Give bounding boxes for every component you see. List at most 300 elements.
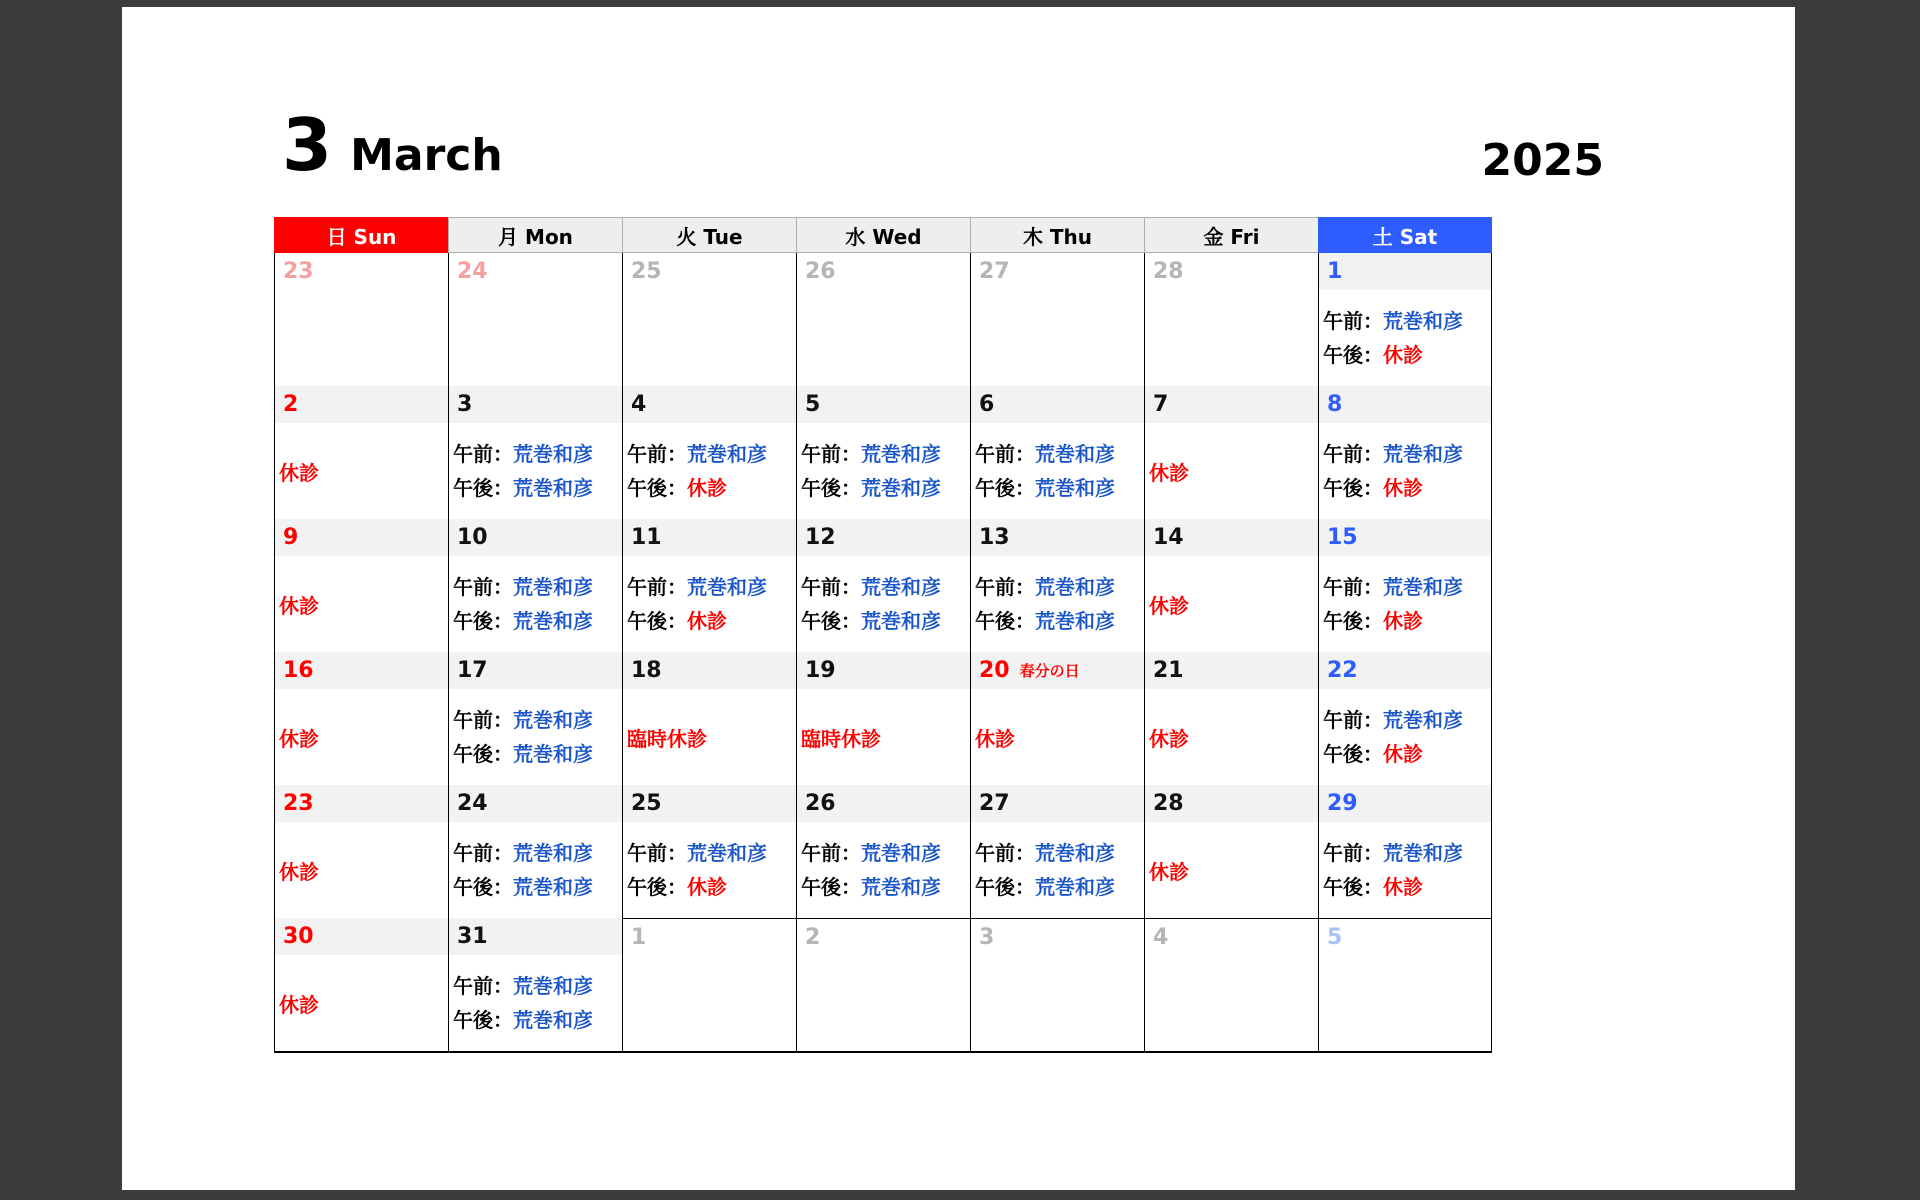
day-schedule	[449, 822, 622, 918]
calendar-day-cell	[448, 652, 622, 785]
day-schedule	[275, 822, 448, 918]
day-number-band	[623, 519, 796, 556]
calendar-day-cell	[622, 785, 796, 918]
closed-label: 休診	[1149, 859, 1189, 884]
pm-session	[453, 870, 622, 904]
calendar-day-cell	[274, 253, 448, 386]
calendar-day-cell	[970, 652, 1144, 785]
session-label: 午前：	[453, 442, 513, 466]
holiday-label: 春分の日	[1019, 662, 1080, 680]
session-label: 午前：	[453, 575, 513, 599]
calendar-week-row	[274, 918, 1492, 1051]
day-number: 11	[631, 525, 662, 550]
doctor-name: 荒巻和彦	[861, 609, 941, 633]
day-number-band	[623, 785, 796, 822]
day-schedule	[1145, 689, 1318, 785]
day-number-band	[1319, 919, 1491, 956]
day-schedule	[449, 955, 622, 1051]
session-label: 午後：	[627, 875, 687, 899]
doctor-name: 荒巻和彦	[1035, 875, 1115, 899]
session-label: 午後：	[975, 875, 1035, 899]
session-label: 午前：	[975, 575, 1035, 599]
calendar-week-row	[274, 253, 1492, 386]
calendar-page	[122, 7, 1795, 1190]
day-schedule	[275, 290, 448, 386]
day-number-band	[1319, 519, 1491, 556]
day-number-band	[1319, 386, 1491, 423]
pm-session	[1323, 338, 1491, 372]
am-session	[627, 836, 796, 870]
year-title: 2025	[1481, 135, 1604, 186]
day-schedule	[449, 290, 622, 386]
session-label: 午後：	[801, 609, 861, 633]
weekday-header-tue: 火 Tue	[622, 217, 796, 253]
weekday-header-fri: 金 Fri	[1144, 217, 1318, 253]
day-number: 3	[979, 925, 995, 950]
calendar-day-cell	[970, 386, 1144, 519]
day-number: 12	[805, 525, 836, 550]
day-number-band	[797, 519, 970, 556]
day-number-band	[1145, 253, 1318, 290]
closed-label: 休診	[975, 726, 1015, 751]
doctor-name: 荒巻和彦	[513, 708, 593, 732]
day-number: 24	[457, 259, 488, 284]
day-number-band	[797, 785, 970, 822]
doctor-name: 荒巻和彦	[1383, 309, 1463, 333]
session-label: 午前：	[1323, 841, 1383, 865]
closed-label: 休診	[1383, 476, 1423, 500]
temporary-closed-label: 臨時休診	[627, 726, 707, 751]
day-schedule	[797, 290, 970, 386]
am-session	[975, 437, 1144, 471]
day-number-band	[623, 919, 796, 956]
session-label: 午前：	[627, 841, 687, 865]
session-label: 午後：	[801, 875, 861, 899]
day-number-band	[449, 386, 622, 423]
day-schedule	[797, 423, 970, 519]
day-schedule	[1319, 556, 1491, 652]
month-name: March	[350, 130, 503, 181]
am-session	[453, 703, 622, 737]
am-session	[453, 836, 622, 870]
doctor-name: 荒巻和彦	[861, 476, 941, 500]
session-label: 午後：	[975, 476, 1035, 500]
weekday-header-sun: 日 Sun	[274, 217, 448, 253]
session-label: 午後：	[1323, 609, 1383, 633]
calendar-day-cell	[970, 519, 1144, 652]
calendar-day-cell	[448, 785, 622, 918]
day-number-band	[971, 519, 1144, 556]
day-schedule	[971, 822, 1144, 918]
closed-label: 休診	[1149, 726, 1189, 751]
pm-session	[975, 870, 1144, 904]
day-number: 29	[1327, 791, 1358, 816]
day-schedule	[275, 689, 448, 785]
am-session	[627, 437, 796, 471]
closed-label: 休診	[687, 609, 727, 633]
doctor-name: 荒巻和彦	[861, 442, 941, 466]
pm-session	[627, 604, 796, 638]
session-label: 午後：	[1323, 875, 1383, 899]
calendar-day-cell	[970, 918, 1144, 1051]
day-number-band	[1145, 519, 1318, 556]
session-label: 午後：	[453, 476, 513, 500]
day-number-band	[1145, 785, 1318, 822]
closed-label: 休診	[1149, 460, 1189, 485]
session-label: 午後：	[627, 609, 687, 633]
session-label: 午後：	[453, 875, 513, 899]
day-number-band	[1145, 919, 1318, 956]
calendar-week-row	[274, 652, 1492, 785]
calendar-day-cell	[1144, 785, 1318, 918]
day-schedule	[449, 689, 622, 785]
day-number-band	[275, 253, 448, 290]
calendar-day-cell	[274, 918, 448, 1051]
calendar-day-cell	[796, 785, 970, 918]
day-number: 23	[283, 791, 314, 816]
day-number-band	[797, 253, 970, 290]
am-session	[801, 570, 970, 604]
day-number: 3	[457, 392, 473, 417]
day-schedule	[623, 423, 796, 519]
calendar-week-row	[274, 386, 1492, 519]
day-number: 31	[457, 924, 488, 949]
calendar-day-cell	[1144, 519, 1318, 652]
session-label: 午後：	[975, 609, 1035, 633]
am-session	[453, 969, 622, 1003]
session-label: 午後：	[453, 1008, 513, 1032]
doctor-name: 荒巻和彦	[1035, 476, 1115, 500]
session-label: 午前：	[801, 442, 861, 466]
day-schedule	[1319, 689, 1491, 785]
day-schedule	[1319, 423, 1491, 519]
session-label: 午後：	[453, 609, 513, 633]
am-session	[801, 437, 970, 471]
pm-session	[801, 604, 970, 638]
day-schedule	[449, 423, 622, 519]
calendar-weeks	[274, 253, 1492, 1053]
calendar-day-cell	[1144, 918, 1318, 1051]
pm-session	[627, 471, 796, 505]
day-number: 28	[1153, 259, 1184, 284]
calendar-day-cell	[796, 519, 970, 652]
session-label: 午前：	[453, 974, 513, 998]
day-schedule	[623, 689, 796, 785]
calendar-day-cell	[1318, 519, 1492, 652]
session-label: 午前：	[627, 575, 687, 599]
session-label: 午後：	[1323, 343, 1383, 367]
weekday-header-mon: 月 Mon	[448, 217, 622, 253]
session-label: 午前：	[453, 708, 513, 732]
day-number: 7	[1153, 392, 1169, 417]
day-number-band	[971, 919, 1144, 956]
calendar-day-cell	[274, 652, 448, 785]
day-number: 22	[1327, 658, 1358, 683]
day-number-band	[623, 386, 796, 423]
session-label: 午後：	[801, 476, 861, 500]
day-number: 10	[457, 525, 488, 550]
closed-label: 休診	[279, 593, 319, 618]
day-schedule	[971, 423, 1144, 519]
doctor-name: 荒巻和彦	[513, 974, 593, 998]
am-session	[975, 570, 1144, 604]
day-schedule	[797, 956, 970, 1051]
day-number-band	[971, 386, 1144, 423]
am-session	[801, 836, 970, 870]
doctor-name: 荒巻和彦	[687, 442, 767, 466]
day-schedule	[971, 556, 1144, 652]
day-number: 27	[979, 791, 1010, 816]
session-label: 午前：	[1323, 309, 1383, 333]
doctor-name: 荒巻和彦	[861, 575, 941, 599]
day-schedule	[275, 556, 448, 652]
day-number-band	[449, 253, 622, 290]
day-number-band	[275, 652, 448, 689]
session-label: 午前：	[801, 575, 861, 599]
day-schedule	[797, 689, 970, 785]
day-number-band	[1145, 652, 1318, 689]
day-number-band	[449, 519, 622, 556]
day-number: 28	[1153, 791, 1184, 816]
day-number: 14	[1153, 525, 1184, 550]
calendar-day-cell	[796, 652, 970, 785]
weekday-header-row	[274, 217, 1492, 253]
day-number: 16	[283, 658, 314, 683]
doctor-name: 荒巻和彦	[1383, 708, 1463, 732]
calendar-day-cell	[448, 386, 622, 519]
day-number-band	[1145, 386, 1318, 423]
calendar-day-cell	[274, 785, 448, 918]
day-number-band	[971, 253, 1144, 290]
day-schedule	[623, 822, 796, 918]
day-schedule	[623, 556, 796, 652]
day-number: 25	[631, 259, 662, 284]
doctor-name: 荒巻和彦	[513, 442, 593, 466]
day-number: 9	[283, 525, 299, 550]
day-number: 1	[631, 925, 647, 950]
calendar-day-cell	[796, 253, 970, 386]
calendar-day-cell	[1144, 253, 1318, 386]
calendar-day-cell	[1318, 652, 1492, 785]
session-label: 午前：	[1323, 442, 1383, 466]
day-schedule	[275, 955, 448, 1051]
day-number: 20	[979, 658, 1010, 683]
calendar-day-cell	[1144, 386, 1318, 519]
pm-session	[453, 604, 622, 638]
calendar-day-cell	[274, 519, 448, 652]
day-number-band	[449, 918, 622, 955]
day-number: 5	[805, 392, 821, 417]
day-number: 4	[631, 392, 647, 417]
pm-session	[1323, 604, 1491, 638]
calendar-day-cell	[622, 386, 796, 519]
doctor-name: 荒巻和彦	[687, 841, 767, 865]
calendar-day-cell	[1144, 652, 1318, 785]
doctor-name: 荒巻和彦	[1383, 575, 1463, 599]
session-label: 午前：	[801, 841, 861, 865]
calendar-week-row	[274, 785, 1492, 918]
doctor-name: 荒巻和彦	[513, 742, 593, 766]
day-number: 13	[979, 525, 1010, 550]
day-number-band	[275, 918, 448, 955]
doctor-name: 荒巻和彦	[1383, 841, 1463, 865]
calendar-day-cell	[448, 918, 622, 1051]
calendar-day-cell	[796, 918, 970, 1051]
closed-label: 休診	[279, 726, 319, 751]
pm-session	[975, 604, 1144, 638]
day-schedule	[623, 290, 796, 386]
day-schedule	[971, 689, 1144, 785]
session-label: 午前：	[1323, 708, 1383, 732]
day-schedule	[623, 956, 796, 1051]
pm-session	[1323, 870, 1491, 904]
calendar-week-row	[274, 519, 1492, 652]
doctor-name: 荒巻和彦	[1035, 442, 1115, 466]
day-schedule	[1145, 423, 1318, 519]
closed-label: 休診	[279, 460, 319, 485]
calendar-day-cell	[1318, 918, 1492, 1051]
calendar-day-cell	[448, 519, 622, 652]
pm-session	[801, 870, 970, 904]
closed-label: 休診	[1383, 609, 1423, 633]
closed-label: 休診	[1383, 875, 1423, 899]
calendar-day-cell	[622, 918, 796, 1051]
month-number: 3	[282, 103, 333, 187]
closed-label: 休診	[1383, 343, 1423, 367]
day-number-band	[623, 652, 796, 689]
day-number: 25	[631, 791, 662, 816]
session-label: 午前：	[627, 442, 687, 466]
day-number: 18	[631, 658, 662, 683]
doctor-name: 荒巻和彦	[513, 875, 593, 899]
session-label: 午後：	[453, 742, 513, 766]
calendar-day-cell	[970, 253, 1144, 386]
session-label: 午後：	[1323, 742, 1383, 766]
calendar-day-cell	[1318, 386, 1492, 519]
day-number-band	[449, 652, 622, 689]
am-session	[453, 437, 622, 471]
day-number: 21	[1153, 658, 1184, 683]
session-label: 午前：	[453, 841, 513, 865]
pm-session	[627, 870, 796, 904]
doctor-name: 荒巻和彦	[513, 609, 593, 633]
doctor-name: 荒巻和彦	[861, 875, 941, 899]
pm-session	[453, 1003, 622, 1037]
am-session	[975, 836, 1144, 870]
doctor-name: 荒巻和彦	[1035, 575, 1115, 599]
doctor-name: 荒巻和彦	[861, 841, 941, 865]
month-title	[282, 103, 503, 187]
calendar-day-cell	[622, 253, 796, 386]
day-schedule	[1319, 956, 1491, 1051]
doctor-name: 荒巻和彦	[1383, 442, 1463, 466]
pm-session	[801, 471, 970, 505]
calendar-day-cell	[1318, 785, 1492, 918]
day-number: 15	[1327, 525, 1358, 550]
day-number-band	[1319, 785, 1491, 822]
closed-label: 休診	[687, 875, 727, 899]
calendar-grid	[274, 217, 1492, 1053]
day-number-band	[971, 785, 1144, 822]
day-number-band	[275, 785, 448, 822]
day-number: 2	[283, 392, 299, 417]
doctor-name: 荒巻和彦	[513, 1008, 593, 1032]
session-label: 午後：	[627, 476, 687, 500]
doctor-name: 荒巻和彦	[687, 575, 767, 599]
day-schedule	[449, 556, 622, 652]
day-number-band	[275, 386, 448, 423]
weekday-header-sat: 土 Sat	[1318, 217, 1492, 253]
calendar-day-cell	[274, 386, 448, 519]
calendar-day-cell	[970, 785, 1144, 918]
day-number: 26	[805, 259, 836, 284]
session-label: 午前：	[1323, 575, 1383, 599]
day-schedule	[275, 423, 448, 519]
am-session	[1323, 570, 1491, 604]
day-schedule	[1145, 822, 1318, 918]
day-number-band	[275, 519, 448, 556]
closed-label: 休診	[1383, 742, 1423, 766]
closed-label: 休診	[1149, 593, 1189, 618]
day-number: 26	[805, 791, 836, 816]
day-number-band	[971, 652, 1144, 689]
day-number-band	[1319, 253, 1491, 290]
day-schedule	[797, 556, 970, 652]
day-number: 4	[1153, 925, 1169, 950]
weekday-header-wed: 水 Wed	[796, 217, 970, 253]
day-number: 8	[1327, 392, 1343, 417]
pm-session	[975, 471, 1144, 505]
day-number-band	[797, 652, 970, 689]
pm-session	[453, 737, 622, 771]
day-number-band	[623, 253, 796, 290]
day-schedule	[1145, 290, 1318, 386]
day-schedule	[1319, 822, 1491, 918]
day-number-band	[797, 919, 970, 956]
pm-session	[1323, 737, 1491, 771]
temporary-closed-label: 臨時休診	[801, 726, 881, 751]
day-number: 6	[979, 392, 995, 417]
doctor-name: 荒巻和彦	[513, 575, 593, 599]
day-schedule	[1145, 956, 1318, 1051]
am-session	[1323, 304, 1491, 338]
am-session	[453, 570, 622, 604]
session-label: 午後：	[1323, 476, 1383, 500]
day-schedule	[797, 822, 970, 918]
am-session	[627, 570, 796, 604]
closed-label: 休診	[279, 859, 319, 884]
calendar-day-cell	[622, 652, 796, 785]
pm-session	[1323, 471, 1491, 505]
am-session	[1323, 437, 1491, 471]
weekday-header-thu: 木 Thu	[970, 217, 1144, 253]
calendar-day-cell	[796, 386, 970, 519]
day-number: 23	[283, 259, 314, 284]
session-label: 午前：	[975, 841, 1035, 865]
doctor-name: 荒巻和彦	[1035, 841, 1115, 865]
day-schedule	[1145, 556, 1318, 652]
doctor-name: 荒巻和彦	[1035, 609, 1115, 633]
day-number: 1	[1327, 259, 1343, 284]
session-label: 午前：	[975, 442, 1035, 466]
day-number: 2	[805, 925, 821, 950]
calendar-day-cell	[1318, 253, 1492, 386]
day-number-band	[797, 386, 970, 423]
am-session	[1323, 836, 1491, 870]
day-schedule	[971, 956, 1144, 1051]
calendar-day-cell	[622, 519, 796, 652]
am-session	[1323, 703, 1491, 737]
